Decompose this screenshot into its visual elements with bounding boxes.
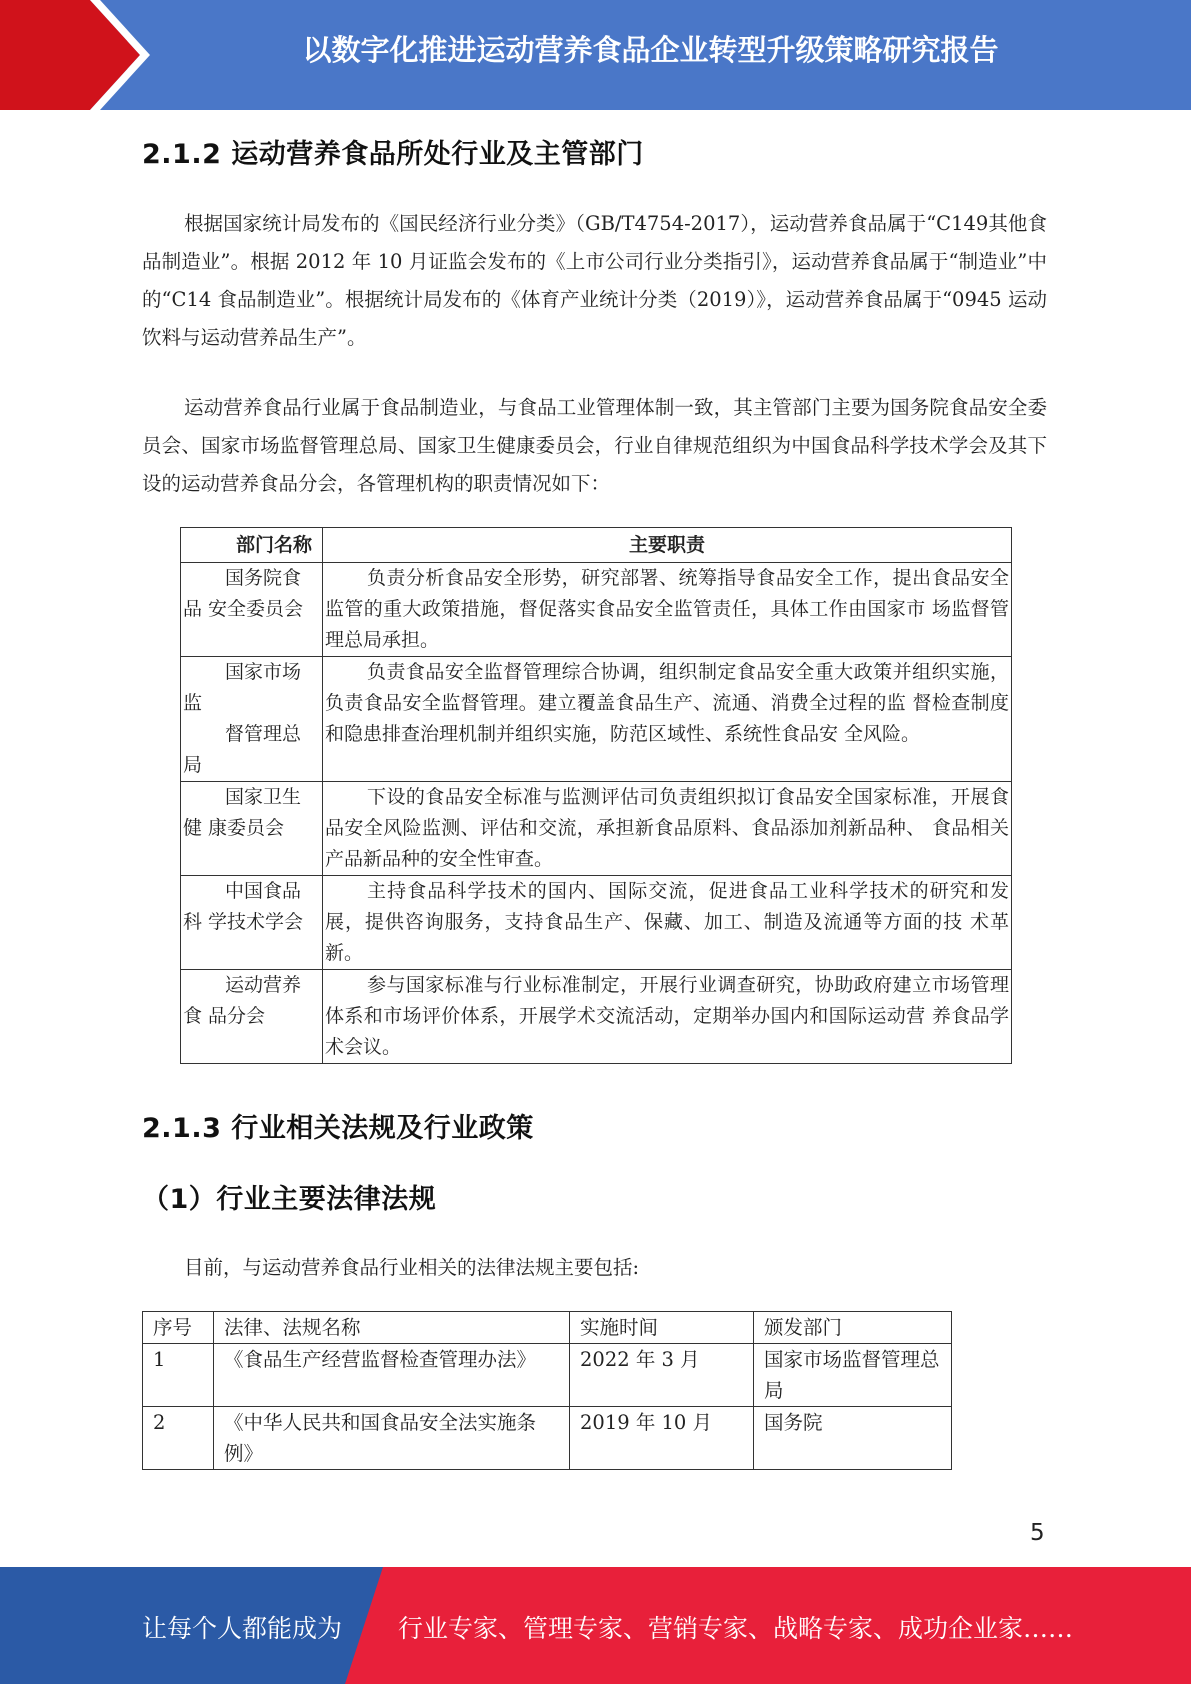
duty-cell: 负责食品安全监督管理综合协调，组织制定食品安全重大政策并组织实施，负责食品安全监督管理。建立覆盖食品生产、流通、消费全过程的监 督检查制度和隐患排查治理机制并组织实施，防范区域性、系统性食品安 全风险。 [323, 657, 1012, 782]
dept-name-cell [181, 563, 323, 657]
duty-cell: 下设的食品安全标准与监测评估司负责组织拟订食品安全国家标准，开展食品安全风险监测、评估和交流，承担新食品原料、食品添加剂新品种、 食品相关产品新品种的安全性审查。 [323, 782, 1012, 876]
table-row [181, 970, 1012, 1064]
page-footer [0, 1567, 1191, 1684]
paragraph-laws-intro: 目前，与运动营养食品行业相关的法律法规主要包括: [184, 1256, 640, 1279]
dept-name-cell [181, 657, 323, 782]
dept-name-line: 国家市场 [225, 661, 302, 683]
dept-name-line: 科 学技术学会 [183, 911, 304, 933]
dept-name-line: 运动营养 [225, 974, 302, 996]
duty-cell: 参与国家标准与行业标准制定，开展行业调查研究，协助政府建立市场管理体系和市场评价体系，开展学术交流活动，定期举办国内和国际运动营 养食品学术会议。 [323, 970, 1012, 1064]
column-header-duties: 主要职责 [323, 528, 1012, 563]
dept-name-line: 国家卫生 [225, 786, 302, 808]
dept-name-cell [181, 782, 323, 876]
column-header-issuer: 颁发部门 [754, 1312, 952, 1344]
subsection-heading-laws: （1）行业主要法律法规 [142, 1184, 437, 1215]
column-header-law-name: 法律、法规名称 [214, 1312, 570, 1344]
authorities-table [180, 527, 1012, 1064]
duty-cell: 主持食品科学技术的国内、国际交流，促进食品工业科学技术的研究和发展，提供咨询服务，支持食品生产、保藏、加工、制造及流通等方面的技 术革新。 [323, 876, 1012, 970]
page-header [0, 0, 1191, 110]
laws-table [142, 1311, 952, 1470]
dept-name-line: 品 安全委员会 [183, 598, 304, 620]
table-row [181, 657, 1012, 782]
table-row [143, 1344, 952, 1407]
table-row [181, 782, 1012, 876]
dept-name-line: 国务院食 [225, 567, 302, 589]
table-row [181, 876, 1012, 970]
table-header-row [143, 1312, 952, 1344]
index-cell: 1 [143, 1344, 214, 1407]
dept-name-cell [181, 970, 323, 1064]
paragraph-regulatory-authorities: 运动营养食品行业属于食品制造业，与食品工业管理体制一致，其主管部门主要为国务院食品安全委员会、国家市场监督管理总局、国家卫生健康委员会，行业自律规范组织为中国食品科学技术学会及其下设的运动营养食品分会，各管理机构的职责情况如下： [142, 396, 1047, 495]
effective-date-cell: 2019 年 10 月 [570, 1407, 754, 1470]
paragraph-industry-classification: 根据国家统计局发布的《国民经济行业分类》（GB/T4754-2017），运动营养食品属于“C149其他食品制造业”。根据 2012 年 10 月证监会发布的《上市公司行业分类指引》，运动营养食品属于“制造业”中的“C14 食品制造业”。根据统计局发布的《体育产业统计分类（2019）》，运动营养食品属于“0945 运动饮料与运动营养品生产”。 [142, 212, 1047, 349]
issuer-cell: 国务院 [754, 1407, 952, 1470]
column-header-dept: 部门名称 [181, 528, 323, 563]
dept-name-line: 局 [183, 754, 203, 776]
table-row [181, 563, 1012, 657]
effective-date-cell: 2022 年 3 月 [570, 1344, 754, 1407]
index-cell: 2 [143, 1407, 214, 1470]
report-title: 以数字化推进运动营养食品企业转型升级策略研究报告 [302, 33, 999, 67]
dept-name-cell [181, 876, 323, 970]
section-heading-2-1-2: 2.1.2 运动营养食品所处行业及主管部门 [142, 139, 644, 170]
table-row [143, 1407, 952, 1470]
duty-cell: 负责分析食品安全形势，研究部署、统筹指导食品安全工作，提出食品安全监管的重大政策措施，督促落实食品安全监管责任，具体工作由国家市 场监督管理总局承担。 [323, 563, 1012, 657]
dept-name-line: 中国食品 [225, 880, 302, 902]
law-name-cell: 《中华人民共和国食品安全法实施条例》 [214, 1407, 570, 1470]
red-chevron-graphic [0, 0, 150, 110]
issuer-cell: 国家市场监督管理总局 [754, 1344, 952, 1407]
footer-slogan-right: 行业专家、管理专家、营销专家、战略专家、成功企业家…… [398, 1614, 1074, 1643]
table-header-row [181, 528, 1012, 563]
page-number: 5 [1030, 1520, 1045, 1546]
dept-name-line: 健 康委员会 [183, 817, 285, 839]
law-name-cell: 《食品生产经营监督检查管理办法》 [214, 1344, 570, 1407]
section-heading-2-1-3: 2.1.3 行业相关法规及行业政策 [142, 1113, 534, 1144]
column-header-index: 序号 [143, 1312, 214, 1344]
dept-name-line: 监 [183, 692, 203, 714]
column-header-effective-date: 实施时间 [570, 1312, 754, 1344]
footer-slogan-left: 让每个人都能成为 [142, 1614, 343, 1643]
dept-name-line: 督管理总 [225, 723, 302, 745]
dept-name-line: 食 品分会 [183, 1005, 266, 1027]
